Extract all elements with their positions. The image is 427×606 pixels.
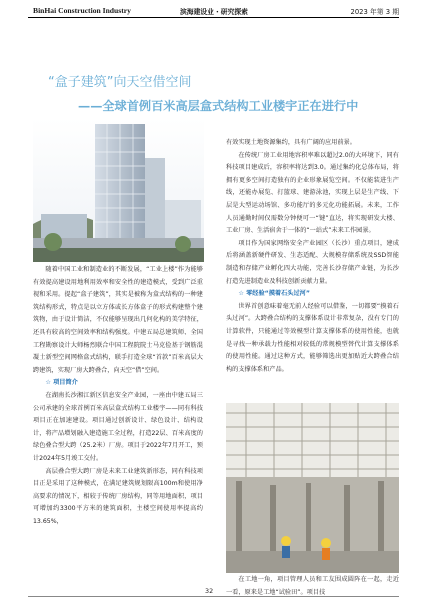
right-column: [226, 137, 399, 376]
body-paragraph: 高层叠合型大跨厂房是未来工业建筑新形态，同有科技项目正是采用了这种模式，在满足建筑规划限高100m和使用净高要求的情况下，相较于传统厂房结构，同等用地面积，项目可增加约3300平方米的建筑面积，主楼空间使用率提高约13.65%，: [33, 467, 203, 525]
body-paragraph: 世界首创意味着毫无前人经验可以借鉴，一切都要“摸着石头过河”。大跨叠合结构的支撑体系设计非常复杂，没有专门的计算软件，只能通过等效模型计算支撑体系的使用性能，也就是寻找一种承载力性能相对较低的常规模型替代计算支撑体系的使用性能。通过这种方式，能够筛选出更加贴近大跨叠合结构的支撑体系和产品。: [226, 302, 399, 373]
footer-rule: [28, 596, 399, 597]
body-paragraph: 项目作为国家网络安全产业园区（长沙）重点项目，建成后将涵盖新硬件研发、生态适配、大规模存储系统及SSD智能制造和存储产业孵化四大功能，完善长沙存储产业链，为长沙打造先进制造业及科技创新贡献力量。: [226, 239, 399, 285]
page-number: 32: [205, 587, 214, 595]
body-paragraph: 在传统厂房工业用地容积率难以超过2.0的大环境下，同有科技项目建成后，容积率将达到3.0。通过集约化总体布局，将拥有更多空间打造独有的企业形象展览空间。不仅能装进生产线，还能办展览、打篮球、建游泳池，实现上层是生产线、下层是大型运动场馆、多功能厅的多元化功能拓展。未来，工作人员通勤时间仅需数分钟便可一“键”直达，将实现研发大楼、工业厂房、生活宿舍于一体的“一站式”未来工作园景。: [226, 151, 399, 235]
body-paragraph-continued: 有效实现土地资源集约，具有广阔的应用前景。: [226, 139, 356, 146]
body-paragraph: 在湖南长沙湘江新区信息安全产业园，一座由中建五局三公司承建的全球首例百米高层盒式结构工业楼宇——同有科技项目正在加速建设。项目通过创新设计、绿色设计、结构设计，将产品增划融入建造施工全过程，打造22层、百米高度的绿色叠合型大跨（25.2米）厂房。项目于2022年7月开工，预计2024年5月竣工交付。: [33, 391, 203, 462]
building-photo: [33, 118, 204, 262]
header-right: 2023 年第 3 期: [350, 8, 399, 16]
intro-paragraph: 随着中国工业和制造业的不断发展，“工业上楼”作为能够有效提高建设用地利用效率和安全性的建造模式，受到广泛重视和采用。提起“盒子建筑”，其实是被称为盒式结构的一种建筑结构形式，特点是以立方体或长方体盒子的形式构建整个建筑物，由于设计简洁，不仅能够呈现出几何化构的美学特征，还具有较高的空间效率和结构强度。中建五局总建筑师、全国工程勘察设计大师杨烈联合中国工程院院士马克俭基于钢筋混凝土新型空间网格盒式结构，联手打造全球“首款”百米高层大跨建筑，实现厂房大跨叠合，向天空“借”空间。: [33, 266, 203, 374]
header-center: 滨海建设业・研究探索: [180, 8, 248, 16]
interior-photo: [226, 403, 399, 573]
header-rule: [28, 17, 399, 18]
article-title: “盒子建筑”向天空借空间: [48, 75, 192, 90]
section-heading-experience: ☆ 零经验“摸着石头过河”: [238, 290, 310, 298]
header-left: BinHai Construction Industry: [33, 6, 131, 15]
article-subtitle: ——全球首例百米高层盒式结构工业楼宇正在进行中: [78, 99, 359, 113]
left-column: [33, 264, 203, 528]
body-paragraph: 在工地一角，项目管理人员和工友围成圆阵在一起，走近一看，原来是工地“试验田”。项目技: [226, 576, 399, 596]
section-heading-project: ☆ 项目简介: [45, 379, 78, 387]
